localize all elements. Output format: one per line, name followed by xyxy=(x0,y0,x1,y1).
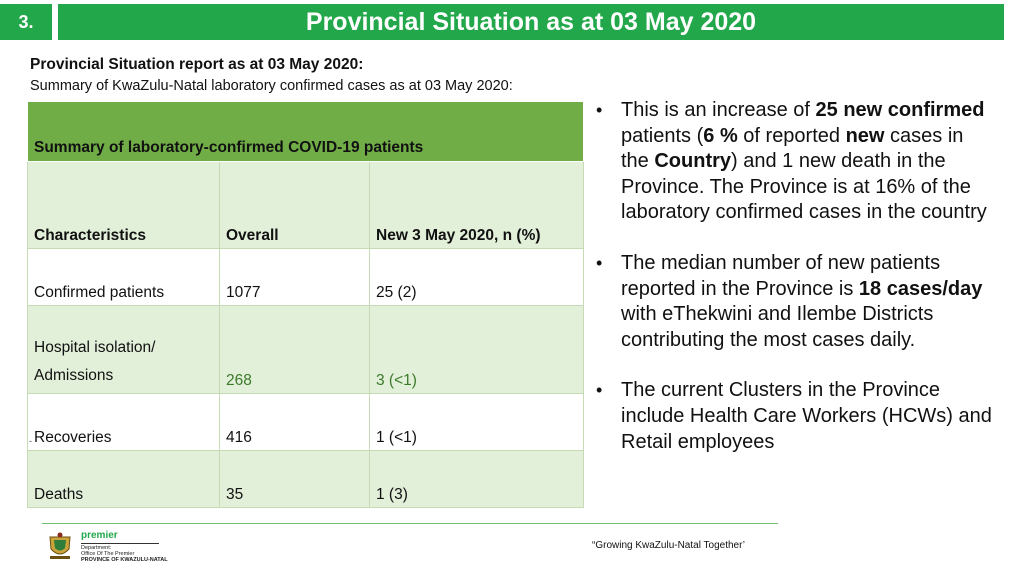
bullet-marker: • xyxy=(596,252,603,273)
bullet-text: with eThekwini and Ilembe Districts contributing the most cases daily. xyxy=(621,303,934,351)
cell-characteristic-line2: Admissions xyxy=(34,367,114,384)
cell-new: 1 (3) xyxy=(370,451,584,508)
bullet-text: ) and 1 new death in the Province. The Province is at 16% of the laboratory confirmed cases in the country xyxy=(621,150,987,224)
bullet-bold: Country xyxy=(654,150,732,173)
bullet-list xyxy=(596,98,996,480)
bullet-bold: new xyxy=(845,124,885,147)
cell-characteristic: Confirmed patients xyxy=(28,249,220,306)
column-header-characteristics: Characteristics xyxy=(28,162,220,249)
footer-tagline: “Growing KwaZulu-Natal Together’ xyxy=(592,540,746,551)
table-row xyxy=(28,249,584,306)
table-row xyxy=(28,394,584,451)
table-band-row xyxy=(28,102,584,162)
logo-wordmark: premier xyxy=(81,530,118,541)
bullet-bold: 18 cases/day xyxy=(858,277,983,300)
bullet-bold: 25 new confirmed xyxy=(815,99,985,121)
footer-divider xyxy=(42,523,778,524)
table-row xyxy=(28,306,584,394)
bullet-item xyxy=(596,98,996,226)
cell-characteristic: Deaths xyxy=(28,451,220,508)
summary-table xyxy=(27,101,584,508)
bullet-text: The median number of new patients reported in the Province is xyxy=(621,251,941,300)
bullet-text: cases in the xyxy=(621,124,964,173)
row-marker: - xyxy=(29,436,32,446)
column-header-overall: Overall xyxy=(220,162,370,249)
bullet-text: This is an increase of xyxy=(621,99,816,121)
bullet-marker: • xyxy=(596,380,603,401)
column-header-new: New 3 May 2020, n (%) xyxy=(370,162,584,249)
cell-characteristic xyxy=(28,394,220,451)
dept-office: Office Of The Premier xyxy=(81,551,135,557)
cell-characteristic-line1: Hospital isolation/ xyxy=(34,339,156,356)
cell-characteristic xyxy=(28,306,220,394)
bullet-text: The current Clusters in the Province include Health Care Workers (HCWs) and Retail employees xyxy=(621,379,992,453)
bullet-text: of reported xyxy=(737,124,846,147)
cell-overall: 35 xyxy=(220,451,370,508)
cell-new: 25 (2) xyxy=(370,249,584,306)
bullet-marker: • xyxy=(596,100,603,120)
cell-new: 1 (<1) xyxy=(370,394,584,451)
cell-overall: 268 xyxy=(220,306,370,394)
table-row xyxy=(28,451,584,508)
report-heading: Provincial Situation report as at 03 May 2020: xyxy=(30,56,364,73)
bullet-item xyxy=(596,378,996,455)
logo-rule xyxy=(81,543,159,544)
page-title: Provincial Situation as at 03 May 2020 xyxy=(58,4,1004,40)
table-header-row xyxy=(28,162,584,249)
report-subheading: Summary of KwaZulu-Natal laboratory confirmed cases as at 03 May 2020: xyxy=(30,78,513,94)
bullet-text: patients ( xyxy=(621,124,704,147)
cell-new: 3 (<1) xyxy=(370,306,584,394)
coat-of-arms-icon xyxy=(44,531,76,563)
slide-number: 3. xyxy=(0,4,52,40)
cell-characteristic-text: Recoveries xyxy=(34,429,112,446)
dept-label: Department: xyxy=(81,545,112,551)
dept-province: PROVINCE OF KWAZULU-NATAL xyxy=(81,557,168,563)
cell-overall: 1077 xyxy=(220,249,370,306)
table-band-title: Summary of laboratory-confirmed COVID-19 patients xyxy=(28,102,584,162)
cell-overall: 416 xyxy=(220,394,370,451)
bullet-bold: 6 % xyxy=(703,124,738,147)
bullet-item xyxy=(596,251,996,353)
